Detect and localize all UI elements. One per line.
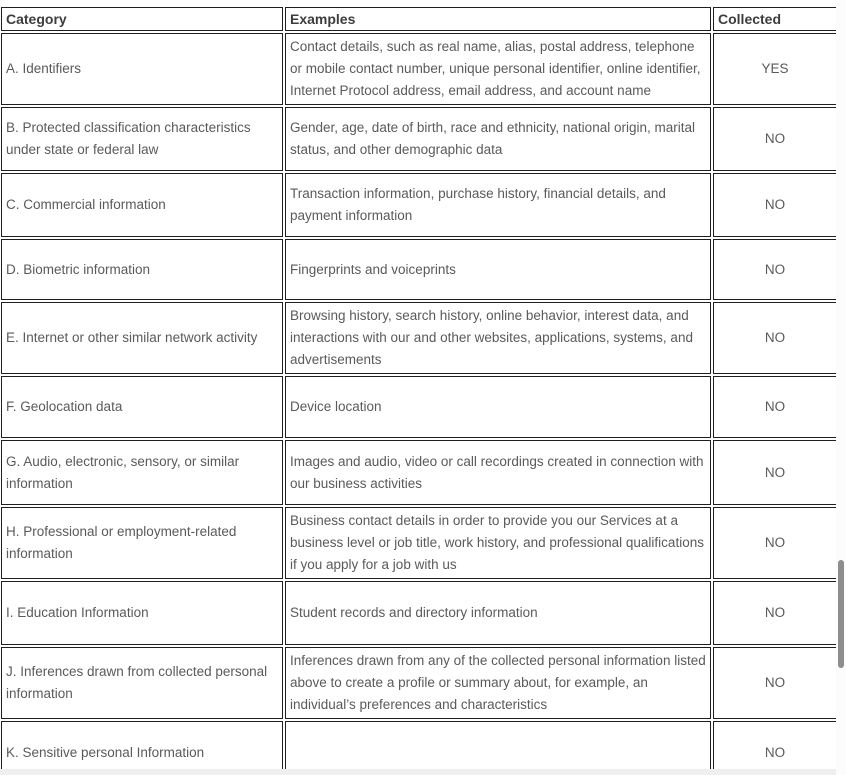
table-row [1, 33, 837, 105]
category-cell: G. Audio, electronic, sensory, or similar information [1, 440, 283, 505]
collected-cell: NO [713, 107, 837, 171]
table-row [1, 581, 837, 645]
collected-cell: NO [713, 239, 837, 300]
table-row [1, 721, 837, 775]
table-row [1, 302, 837, 374]
collected-cell: NO [713, 440, 837, 505]
examples-cell: Device location [285, 376, 711, 438]
collected-cell: YES [713, 33, 837, 105]
col-header-collected: Collected [713, 7, 837, 31]
category-cell: E. Internet or other similar network activity [1, 302, 283, 374]
category-cell: J. Inferences drawn from collected personal information [1, 647, 283, 719]
table-row [1, 376, 837, 438]
category-cell: H. Professional or employment-related information [1, 507, 283, 579]
collected-cell: NO [713, 302, 837, 374]
examples-cell: Images and audio, video or call recordings created in connection with our business activities [285, 440, 711, 505]
col-header-category: Category [1, 7, 283, 31]
category-cell: I. Education Information [1, 581, 283, 645]
examples-cell [285, 721, 711, 775]
header-row [1, 7, 837, 31]
table-row [1, 107, 837, 171]
table-row [1, 239, 837, 300]
vertical-scrollbar-track[interactable] [836, 0, 846, 775]
category-cell: C. Commercial information [1, 173, 283, 237]
bottom-scroll-strip [0, 769, 846, 775]
category-cell: A. Identifiers [1, 33, 283, 105]
examples-cell: Student records and directory information [285, 581, 711, 645]
examples-cell: Transaction information, purchase history, financial details, and payment information [285, 173, 711, 237]
table-row [1, 507, 837, 579]
vertical-scrollbar-thumb[interactable] [838, 560, 844, 668]
table-row [1, 440, 837, 505]
col-header-examples: Examples [285, 7, 711, 31]
category-cell: K. Sensitive personal Information [1, 721, 283, 775]
collected-cell: NO [713, 507, 837, 579]
collected-cell: NO [713, 721, 837, 775]
collected-cell: NO [713, 581, 837, 645]
examples-cell: Fingerprints and voiceprints [285, 239, 711, 300]
table-row [1, 173, 837, 237]
collected-cell: NO [713, 647, 837, 719]
table-row [1, 647, 837, 719]
collected-cell: NO [713, 376, 837, 438]
category-cell: B. Protected classification characteristics under state or federal law [1, 107, 283, 171]
examples-cell: Gender, age, date of birth, race and ethnicity, national origin, marital status, and other demographic data [285, 107, 711, 171]
examples-cell: Contact details, such as real name, alias, postal address, telephone or mobile contact number, unique personal identifier, online identifier, Internet Protocol address, email address, and account name [285, 33, 711, 105]
examples-cell: Browsing history, search history, online behavior, interest data, and interactions with our and other websites, applications, systems, and advertisements [285, 302, 711, 374]
examples-cell: Business contact details in order to provide you our Services at a business level or job title, work history, and professional qualifications if you apply for a job with us [285, 507, 711, 579]
category-cell: D. Biometric information [1, 239, 283, 300]
collected-cell: NO [713, 173, 837, 237]
examples-cell: Inferences drawn from any of the collected personal information listed above to create a profile or summary about, for example, an individual’s preferences and characteristics [285, 647, 711, 719]
personal-information-table [0, 5, 839, 775]
category-cell: F. Geolocation data [1, 376, 283, 438]
